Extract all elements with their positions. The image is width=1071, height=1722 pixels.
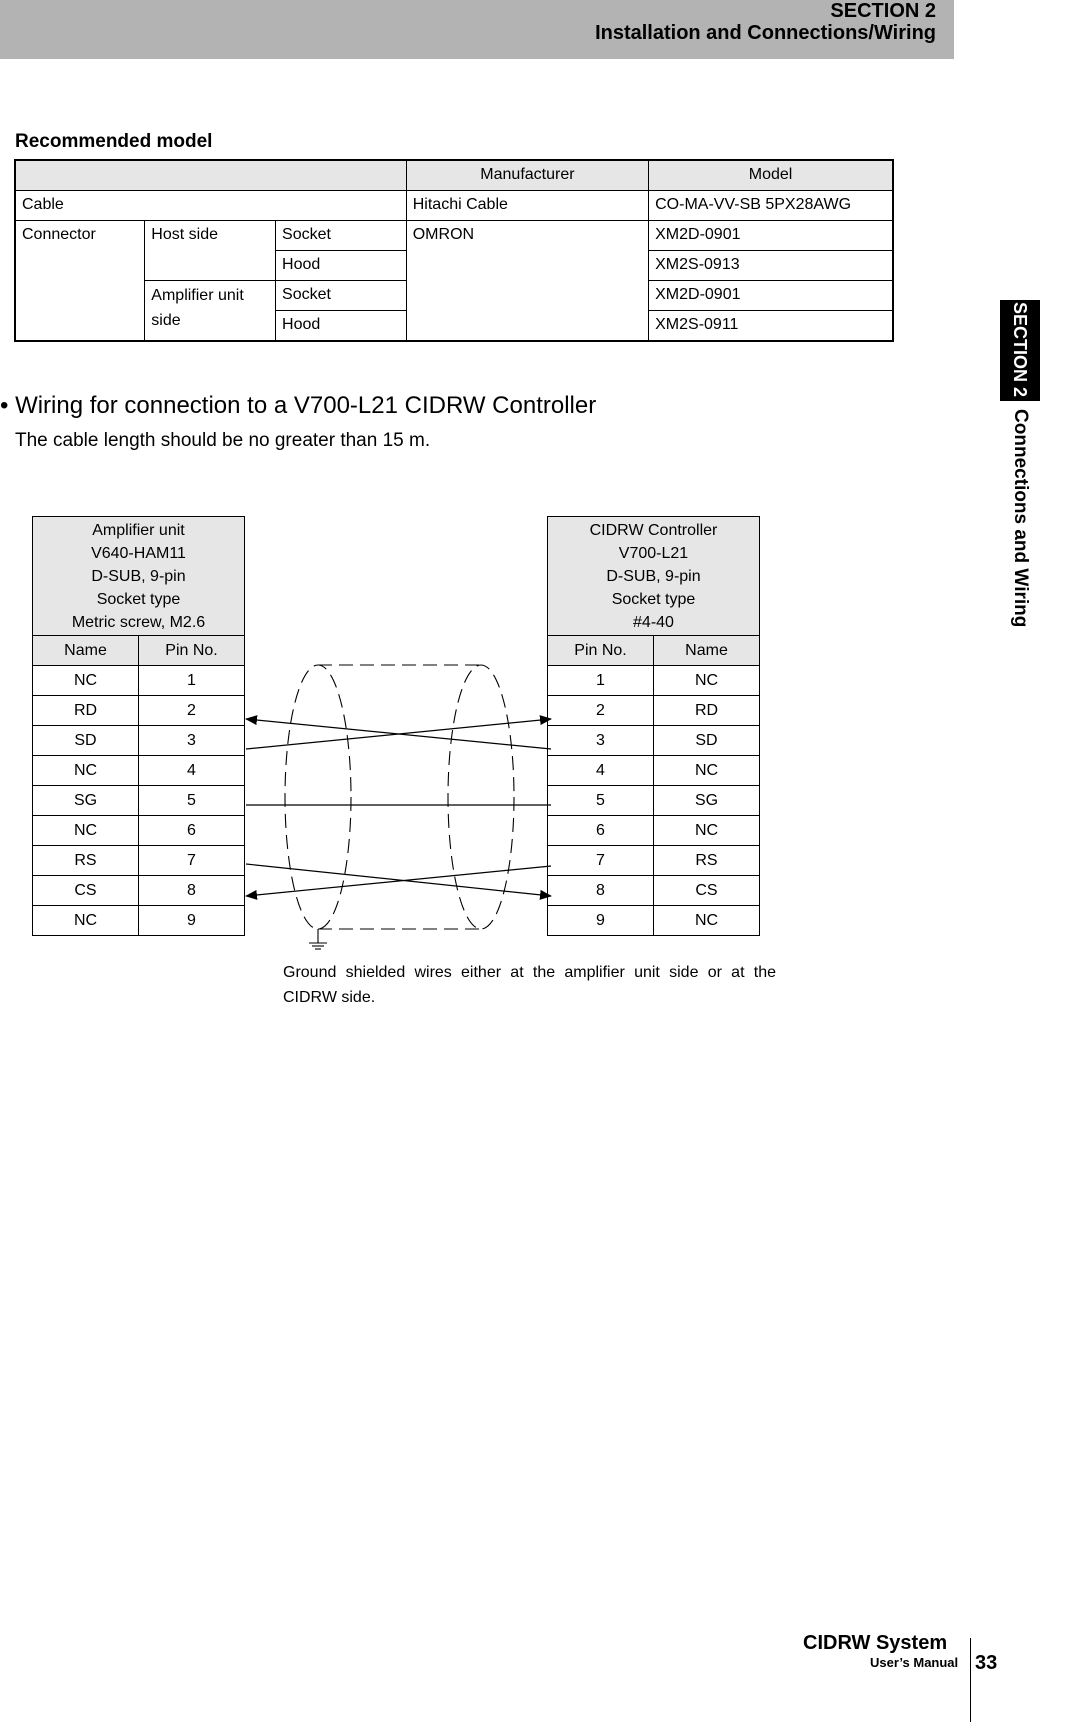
- host-socket-model: XM2D-0901: [649, 221, 893, 251]
- recommended-model-title: Recommended model: [15, 131, 213, 152]
- footer-manual-label: User’s Manual: [870, 1655, 959, 1670]
- pin-name: NC: [654, 666, 760, 696]
- amp-hood-model: XM2S-0911: [649, 311, 893, 342]
- pin-name: SG: [33, 786, 139, 816]
- amp-col-pin: Pin No.: [139, 636, 245, 666]
- pin-number: 6: [139, 816, 245, 846]
- pin-number: 7: [548, 846, 654, 876]
- amp-header-line: Metric screw, M2.6: [71, 613, 206, 631]
- pin-name: NC: [654, 756, 760, 786]
- footer-system-name: CIDRW System: [803, 1632, 948, 1654]
- amp-header-line: V640-HAM11: [91, 544, 186, 562]
- pin-name: RS: [33, 846, 139, 876]
- pin-name: NC: [33, 816, 139, 846]
- pin-number: 1: [548, 666, 654, 696]
- cable-label: Cable: [15, 191, 406, 221]
- pin-number: 3: [139, 726, 245, 756]
- host-hood-model: XM2S-0913: [649, 251, 893, 281]
- side-tab-title: Connections and Wiring: [1010, 409, 1031, 628]
- ctrl-header-line: #4-40: [633, 613, 674, 631]
- amp-col-name: Name: [33, 636, 139, 666]
- connector-label: Connector: [15, 221, 145, 342]
- pin-number: 7: [139, 846, 245, 876]
- ctrl-col-name: Name: [654, 636, 760, 666]
- pin-number: 9: [548, 906, 654, 936]
- pin-number: 5: [548, 786, 654, 816]
- cable-length-note: The cable length should be no greater than 15 m.: [15, 430, 431, 451]
- ground-note: Ground shielded wires either at the amplifier unit side or at the CIDRW side.: [283, 964, 776, 1006]
- amp-socket-label: Socket: [276, 281, 407, 311]
- ctrl-header-line: V700-L21: [618, 544, 689, 562]
- pin-number: 6: [548, 816, 654, 846]
- host-hood-label: Hood: [276, 251, 407, 281]
- host-socket-label: Socket: [276, 221, 407, 251]
- pin-name: CS: [654, 876, 760, 906]
- pin-name: RD: [33, 696, 139, 726]
- pin-name: SG: [654, 786, 760, 816]
- side-tab-section: SECTION 2: [1000, 300, 1040, 401]
- amp-side-label: Amplifier unit side: [145, 281, 276, 342]
- cable-shield: [285, 665, 514, 929]
- pin-name: NC: [654, 816, 760, 846]
- pin-number: 2: [139, 696, 245, 726]
- amp-header-line: Amplifier unit: [92, 521, 185, 539]
- cable-manufacturer: Hitachi Cable: [406, 191, 648, 221]
- amp-socket-model: XM2D-0901: [649, 281, 893, 311]
- pin-number: 2: [548, 696, 654, 726]
- amp-hood-label: Hood: [276, 311, 407, 342]
- pin-name: NC: [654, 906, 760, 936]
- pin-name: NC: [33, 666, 139, 696]
- footer-divider: [970, 1638, 971, 1722]
- pin-number: 9: [139, 906, 245, 936]
- header-section: SECTION 2: [830, 0, 936, 22]
- wiring-heading: • Wiring for connection to a V700-L21 CIDRW Controller: [0, 392, 597, 419]
- ctrl-header-line: CIDRW Controller: [589, 521, 718, 539]
- ctrl-header-line: Socket type: [611, 590, 696, 608]
- page-number: 33: [975, 1652, 998, 1674]
- pin-name: NC: [33, 906, 139, 936]
- pin-name: SD: [33, 726, 139, 756]
- pin-name: NC: [33, 756, 139, 786]
- ctrl-header-line: D-SUB, 9-pin: [606, 567, 701, 585]
- pin-name: RS: [654, 846, 760, 876]
- host-side-label: Host side: [145, 221, 276, 281]
- ctrl-col-pin: Pin No.: [548, 636, 654, 666]
- pin-name: SD: [654, 726, 760, 756]
- pin-number: 3: [548, 726, 654, 756]
- pin-number: 8: [548, 876, 654, 906]
- pin-number: 4: [548, 756, 654, 786]
- pin-number: 5: [139, 786, 245, 816]
- cable-model: CO-MA-VV-SB 5PX28AWG: [649, 191, 893, 221]
- header-title: Installation and Connections/Wiring: [595, 22, 936, 44]
- pin-name: RD: [654, 696, 760, 726]
- pin-number: 1: [139, 666, 245, 696]
- manufacturer-header: Manufacturer: [406, 160, 648, 191]
- pin-number: 4: [139, 756, 245, 786]
- amp-header-line: D-SUB, 9-pin: [91, 567, 186, 585]
- pin-number: 8: [139, 876, 245, 906]
- ground-icon: [309, 929, 327, 949]
- pin-name: CS: [33, 876, 139, 906]
- amp-header-line: Socket type: [96, 590, 181, 608]
- connector-manufacturer: OMRON: [406, 221, 648, 342]
- model-header: Model: [649, 160, 893, 191]
